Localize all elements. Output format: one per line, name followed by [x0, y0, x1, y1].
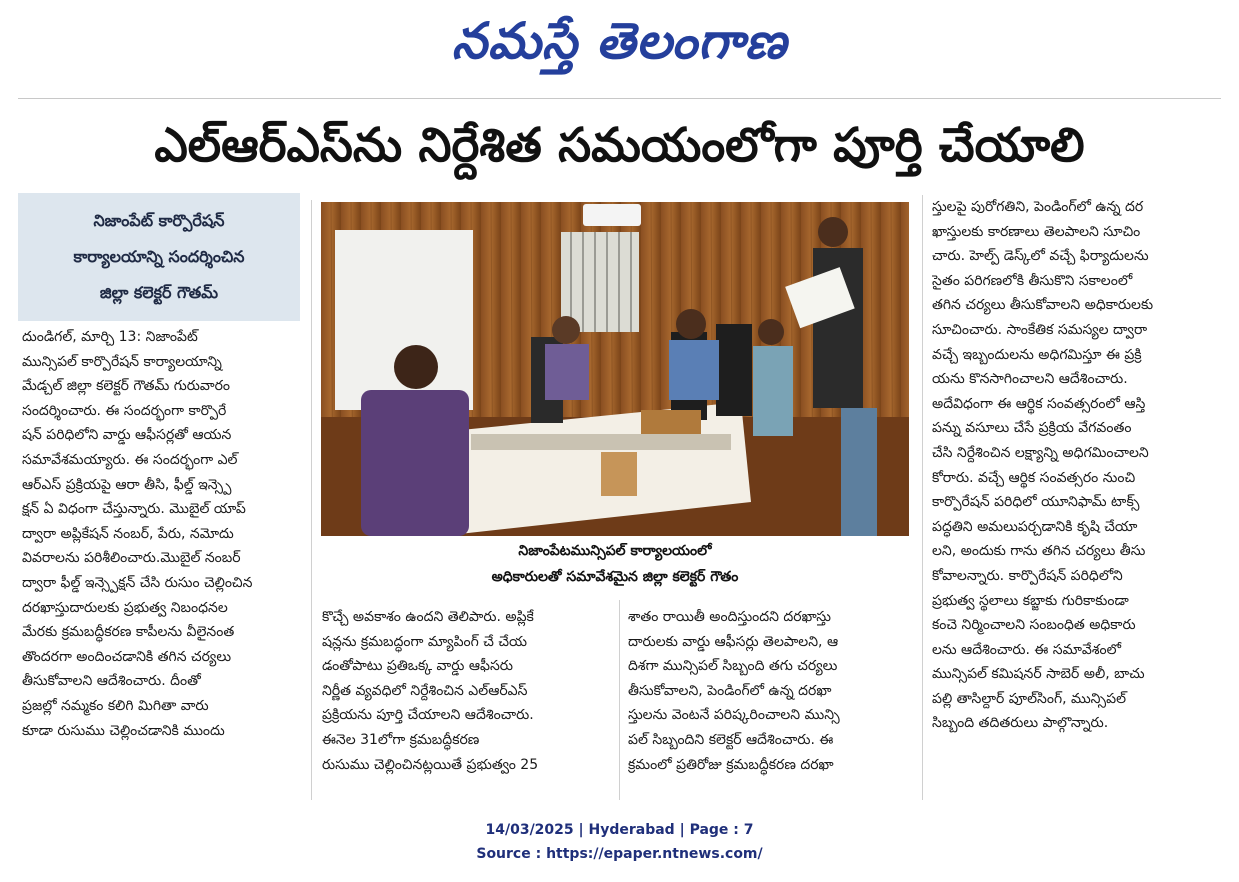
- text-line: ఆర్‌ఎస్‌ ప్రక్రియపై ఆరా తీసి, ఫీల్డ్‌ ఇన్స్పె: [22, 476, 232, 493]
- footer-source-link[interactable]: Source : https://epaper.ntnews.com/: [476, 846, 763, 862]
- text-line: లని, అందుకు గాను తగిన చర్యలు తీసు: [932, 543, 1146, 560]
- article-column-3: [628, 605, 912, 777]
- text-line: కోవాలన్నారు. కార్పొరేషన్‌ పరిధిలోని: [932, 567, 1123, 584]
- text-line: కార్పొరేషన్‌ పరిధిలో యూనిఫామ్‌ టాక్స్‌: [932, 494, 1140, 511]
- text-line: స్తులను వెంటనే పరిష్కరించాలని మున్సి: [628, 707, 840, 724]
- text-line: ఖాస్తులకు కారణాలు తెలపాలని సూచిం: [932, 223, 1141, 240]
- article-column-1: [22, 325, 300, 743]
- text-line: షన్లను క్రమబద్ధంగా మ్యాపింగ్‌ చే చేయ: [322, 633, 527, 650]
- text-line: క్రమంలో ప్రతిరోజు క్రమబద్ధీకరణ దరఖా: [628, 756, 834, 773]
- text-line: షన్‌ పరిధిలోని వార్డు ఆఫీసర్లతో ఆయన: [22, 427, 232, 444]
- text-line: సూచించారు. సాంకేతిక సమస్యల ద్వారా: [932, 321, 1148, 338]
- text-line: తొందరగా అందించడానికి తగిన చర్యలు: [22, 648, 232, 665]
- text-line: నిర్ణీత వ్యవధిలో నిర్దేశించిన ఎల్‌ఆర్‌ఎస్‌: [322, 682, 528, 699]
- text-line: దుండిగల్‌, మార్చి 13: నిజాంపేట్‌: [22, 329, 198, 345]
- text-line: డంతోపాటు ప్రతిఒక్క వార్డు ఆఫీసరు: [322, 658, 513, 675]
- text-line: దరఖాస్తుదారులకు ప్రభుత్వ నిబంధనల: [22, 599, 228, 616]
- meeting-photo: [321, 202, 909, 536]
- text-line: కూడా రుసుము చెల్లించడానికి ముందు: [22, 722, 225, 739]
- text-line: మేడ్చల్‌ జిల్లా కలెక్టర్‌ గౌతమ్‌ గురువారం: [22, 378, 230, 395]
- text-line: అదేవిధంగా ఈ ఆర్థిక సంవత్సరంలో ఆస్తి: [932, 395, 1146, 412]
- text-line: వివరాలను పరిశీలించారు.మొబైల్‌ నంబర్‌: [22, 550, 241, 567]
- text-line: కంచె నిర్మించాలని సంబంధిత అధికారు: [932, 617, 1136, 634]
- newspaper-masthead: నమస్తే తెలంగాణ: [451, 12, 788, 70]
- text-line: ప్రభుత్వ స్థలాలు కబ్జాకు గురికాకుండా: [932, 592, 1129, 609]
- text-line: తీసుకోవాలని ఆదేశించారు. దీంతో: [22, 673, 201, 690]
- masthead-divider: [18, 98, 1221, 99]
- text-line: సమావేశమయ్యారు. ఈ సందర్భంగా ఎల్‌: [22, 451, 238, 468]
- text-line: దిశగా మున్సిపల్‌ సిబ్బంది తగు చర్యలు: [628, 658, 838, 675]
- text-line: యను కొనసాగించాలని ఆదేశించారు.: [932, 371, 1128, 388]
- subheading-line: కార్యాలయాన్ని సందర్శించిన: [73, 247, 245, 266]
- text-line: పన్ను వసూలు చేసే ప్రక్రియ వేగవంతం: [932, 420, 1132, 437]
- text-line: ద్వారా ఫీల్డ్‌ ఇన్స్పెక్షన్‌ చేసి రుసుం చెల్లించిన: [22, 574, 253, 591]
- text-line: చారు. హెల్ప్‌ డెస్క్‌లో వచ్చే ఫిర్యాదులను: [932, 248, 1149, 265]
- subheading-line: జిల్లా కలెక్టర్‌ గౌతమ్‌: [99, 283, 219, 302]
- text-line: దారులకు వార్డు ఆఫీసర్లు తెలపాలని, ఆ: [628, 633, 839, 650]
- article-column-4: [932, 195, 1218, 736]
- meeting-photo-illustration: [321, 202, 909, 536]
- caption-line: అధికారులతో సమావేశమైన జిల్లా కలెక్టర్‌ గౌతం: [491, 569, 739, 585]
- text-line: సిబ్బంది తదితరులు పాల్గొన్నారు.: [932, 715, 1109, 732]
- text-line: వచ్చే ఇబ్బందులను అధిగమిస్తూ ఈ ప్రక్రి: [932, 346, 1142, 363]
- text-line: పల్‌ సిబ్బందిని కలెక్టర్‌ ఆదేశించారు. ఈ: [628, 731, 834, 748]
- photo-caption: [321, 538, 909, 594]
- text-line: ద్వారా అప్లికేషన్‌ నంబర్‌, పేరు, నమోదు: [22, 525, 234, 542]
- column-divider: [311, 200, 312, 800]
- text-line: సందర్శించారు. ఈ సందర్భంగా కార్పొరే: [22, 402, 227, 419]
- text-line: కొచ్చే అవకాశం ఉందని తెలిపారు. అప్లికే: [322, 609, 534, 625]
- text-line: ప్రక్రియను పూర్తి చేయాలని ఆదేశించారు.: [322, 707, 534, 724]
- text-line: స్తులపై పురోగతిని, పెండింగ్‌లో ఉన్న దర: [932, 199, 1144, 215]
- text-line: మేరకు క్రమబద్ధీకరణ కాపీలను వీలైనంత: [22, 624, 235, 641]
- column-divider: [619, 600, 620, 800]
- text-line: క్షన్‌ ఏ విధంగా చేస్తున్నారు. మొబైల్‌ యాప్‌: [22, 501, 246, 518]
- subheading-box: [18, 193, 300, 321]
- subheading-line: నిజాంపేట్‌ కార్పొరేషన్‌: [93, 211, 225, 230]
- text-line: పల్లి తాసిల్దార్‌ పూల్‌సింగ్‌, మున్సిపల్‌: [932, 690, 1126, 707]
- article-headline: ఎల్‌ఆర్‌ఎస్‌ను నిర్దేశిత సమయంలోగా పూర్తి చేయాలి: [154, 118, 1085, 173]
- text-line: తగిన చర్యలు తీసుకోవాలని అధికారులకు: [932, 297, 1154, 314]
- text-line: ప్రజల్లో నమ్మకం కలిగి మిగితా వారు: [22, 697, 209, 714]
- text-line: ఈనెల 31లోగా క్రమబద్ధీకరణ: [322, 731, 480, 748]
- text-line: సైతం పరిగణలోకి తీసుకొని సకాలంలో: [932, 272, 1133, 289]
- footer-dateline: 14/03/2025 | Hyderabad | Page : 7: [485, 822, 754, 838]
- column-divider: [922, 195, 923, 800]
- text-line: మున్సిపల్‌ కమిషనర్‌ సాబెర్‌ అలీ, బాచు: [932, 666, 1145, 683]
- text-line: శాతం రాయితీ అందిస్తుందని దరఖాస్తు: [628, 609, 831, 625]
- text-line: పద్ధతిని అమలుపర్చడానికి కృషి చేయా: [932, 518, 1138, 535]
- text-line: చేసి నిర్దేశించిన లక్ష్యాన్ని అధిగమించాలని: [932, 444, 1149, 461]
- text-line: రుసుము చెల్లించినట్లయితే ప్రభుత్వం 25: [322, 756, 539, 773]
- caption-line: నిజాంపేటమున్సిపల్‌ కార్యాలయంలో: [518, 543, 712, 559]
- text-line: లను ఆదేశించారు. ఈ సమావేశంలో: [932, 641, 1122, 658]
- text-line: తీసుకోవాలని, పెండింగ్‌లో ఉన్న దరఖా: [628, 682, 832, 699]
- page-footer: [0, 818, 1239, 866]
- text-line: కోరారు. వచ్చే ఆర్థిక సంవత్సరం నుంచి: [932, 469, 1136, 486]
- article-column-2: [322, 605, 610, 777]
- text-line: మున్సిపల్‌ కార్పొరేషన్‌ కార్యాలయాన్ని: [22, 353, 222, 370]
